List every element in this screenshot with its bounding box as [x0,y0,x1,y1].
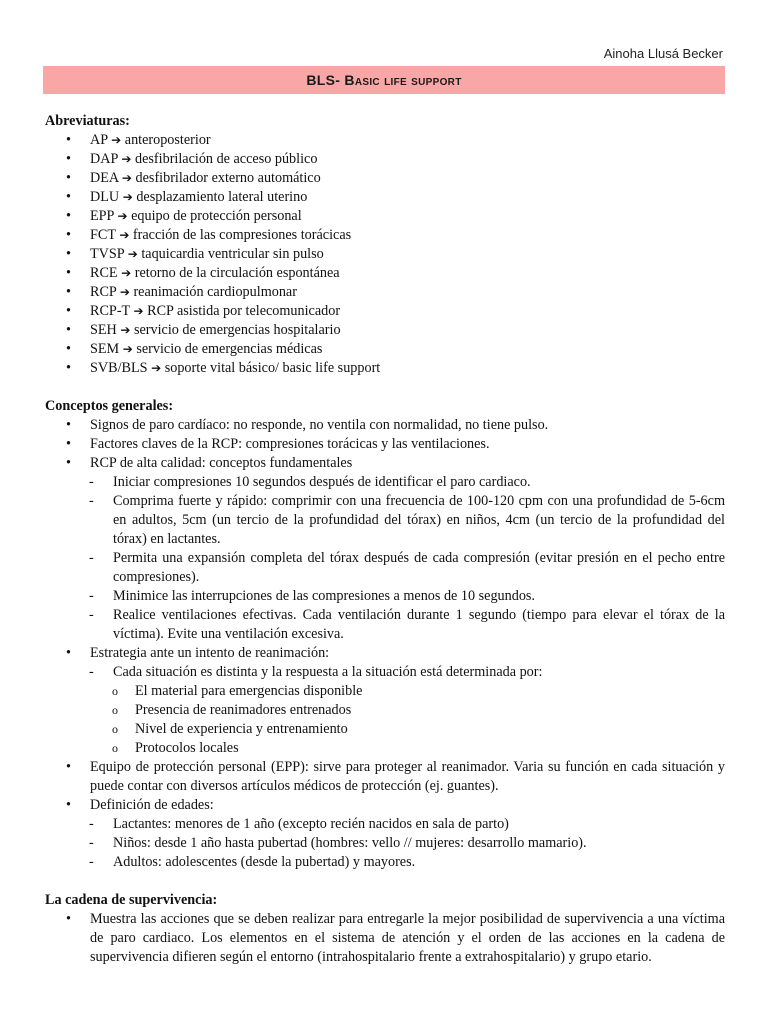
abbr-meaning: desfibrilador externo automático [135,170,321,186]
author-name: Ainoha Llusá Becker [603,46,723,61]
bullet-icon: • [66,189,71,205]
list-item [45,359,725,378]
abbr-meaning: fracción de las compresiones torácicas [132,227,352,243]
dash-icon: - [89,474,94,490]
abbr-code: DAP [90,151,118,167]
list-item [45,815,725,834]
list-item-text: Presencia de reanimadores entrenados [135,702,352,718]
circle-bullet-icon: o [112,703,118,717]
strategy-label: Estrategia ante un intento de reanimación: [90,645,330,661]
abbr-meaning: retorno de la circulación espontánea [134,265,340,281]
bullet-icon: • [66,303,71,319]
bullet-icon: • [66,284,71,300]
bullet-icon: • [66,797,71,813]
abbr-code: TVSP [90,246,125,262]
arrow-right-icon: ➔ [120,323,131,337]
bullet-icon: • [66,208,71,224]
list-item [45,549,725,587]
list-item [45,663,725,758]
list-item-text: Adultos: adolescentes (desde la pubertad) y mayores. [113,854,416,870]
list-item [45,644,725,758]
concepts-heading: Conceptos generales: [45,398,174,414]
list-item [45,701,725,720]
list-item [45,416,725,435]
abbr-meaning: desfibrilación de acceso público [135,151,318,167]
circle-bullet-icon: o [112,722,118,736]
dash-icon: - [89,550,94,566]
arrow-right-icon: ➔ [121,266,132,280]
abbr-code: RCP-T [90,303,130,319]
bullet-icon: • [66,132,71,148]
arrow-right-icon: ➔ [117,209,128,223]
ages-label: Definición de edades: [90,797,214,813]
abbr-meaning: RCP asistida por telecomunicador [147,303,341,319]
bullet-icon: • [66,170,71,186]
abbr-meaning: desplazamiento lateral uterino [136,189,308,205]
concepts-list [45,416,725,872]
list-item [45,853,725,872]
list-item [45,264,725,283]
bullet-icon: • [66,227,71,243]
list-item [45,188,725,207]
list-item-text: Comprima fuerte y rápido: comprimir con una frecuencia de 100-120 cpm con una profundidad de 5-6cm en adultos, 5cm (un tercio de la profundidad del tórax) en niños, 4cm (un tercio de la profundidad del tórax) en lactantes. [113,493,725,547]
arrow-right-icon: ➔ [111,133,122,147]
bullet-icon: • [66,645,71,661]
chain-text: Muestra las acciones que se deben realizar para entregarle la mejor posibilidad de supervivencia a una víctima de paro cardiaco. Los elementos en el sistema de atención y el orden de las acciones en la cadena de supervivencia difieren según el entorno (intrahospitalario frente a extrahospitalario) y grupo etario. [90,911,725,965]
signs-text: Signos de paro cardíaco: no responde, no ventila con normalidad, no tiene pulso. [90,417,549,433]
arrow-right-icon: ➔ [133,304,144,318]
abbr-code: SVB/BLS [90,360,148,376]
abbr-meaning: anteroposterior [124,132,211,148]
high-quality-label: RCP de alta calidad: conceptos fundamentales [90,455,353,471]
abbreviations-heading: Abreviaturas: [45,113,130,129]
abbr-meaning: soporte vital básico/ basic life support [164,360,381,376]
dash-icon: - [89,588,94,604]
abbreviations-list [45,131,725,378]
abbr-code: SEM [90,341,120,357]
bullet-icon: • [66,911,71,927]
circle-bullet-icon: o [112,741,118,755]
list-item-text: Minimice las interrupciones de las compresiones a menos de 10 segundos. [113,588,535,604]
list-item [45,834,725,853]
abbr-code: DLU [90,189,120,205]
list-item [45,454,725,644]
bullet-icon: • [66,265,71,281]
bullet-icon: • [66,759,71,775]
list-item [45,207,725,226]
abbr-code: SEH [90,322,117,338]
dash-icon: - [89,835,94,851]
list-item [45,150,725,169]
list-item-text: Realice ventilaciones efectivas. Cada ventilación durante 1 segundo (tiempo para elevar el tórax de la víctima). Evite una ventilación excesiva. [113,607,725,642]
chain-list [45,910,725,967]
list-item [45,245,725,264]
list-item [45,492,725,549]
arrow-right-icon: ➔ [121,152,132,166]
abbr-code: RCP [90,284,117,300]
bullet-icon: • [66,455,71,471]
list-item [45,720,725,739]
list-item [45,910,725,967]
dash-icon: - [89,816,94,832]
list-item [45,302,725,321]
list-item [45,169,725,188]
dash-icon: - [89,493,94,509]
list-item [45,606,725,644]
list-item [45,131,725,150]
bullet-icon: • [66,360,71,376]
document-body [45,112,725,967]
strategy-sub-text: Cada situación es distinta y la respuesta a la situación está determinada por: [113,664,543,680]
abbr-code: RCE [90,265,118,281]
dash-icon: - [89,854,94,870]
list-item [45,473,725,492]
bullet-icon: • [66,322,71,338]
dash-icon: - [89,664,94,680]
ages-list [45,815,725,872]
abbr-meaning: reanimación cardiopulmonar [133,284,297,300]
abbr-meaning: equipo de protección personal [131,208,302,224]
circle-bullet-icon: o [112,684,118,698]
abbr-code: AP [90,132,108,148]
list-item [45,739,725,758]
list-item [45,682,725,701]
bullet-icon: • [66,341,71,357]
abbr-meaning: servicio de emergencias hospitalario [133,322,341,338]
list-item-text: Iniciar compresiones 10 segundos después de identificar el paro cardiaco. [113,474,531,490]
abbr-meaning: servicio de emergencias médicas [136,341,323,357]
strategy-list [45,663,725,758]
high-quality-list [45,473,725,644]
arrow-right-icon: ➔ [151,361,162,375]
list-item [45,321,725,340]
list-item [45,340,725,359]
bullet-icon: • [66,151,71,167]
list-item [45,587,725,606]
list-item-text: Permita una expansión completa del tórax después de cada compresión (evitar presión en el pecho entre compresiones). [113,550,725,585]
strategy-factors-list [45,682,725,758]
arrow-right-icon: ➔ [122,190,133,204]
list-item-text: Niños: desde 1 año hasta pubertad (hombres: vello // mujeres: desarrollo mamario). [113,835,587,851]
abbr-code: EPP [90,208,114,224]
ppe-text: Equipo de protección personal (EPP): sirve para proteger al reanimador. Varia su función en cada situación y puede contar con diversos artículos médicos de protección (ej. guantes). [90,759,725,794]
list-item-text: Protocolos locales [135,740,239,756]
list-item [45,283,725,302]
title-banner [43,66,725,94]
list-item-text: Lactantes: menores de 1 año (excepto recién nacidos en sala de parto) [113,816,509,832]
dash-icon: - [89,607,94,623]
abbr-code: DEA [90,170,119,186]
arrow-right-icon: ➔ [119,228,130,242]
arrow-right-icon: ➔ [127,247,138,261]
list-item [45,758,725,796]
arrow-right-icon: ➔ [122,342,133,356]
bullet-icon: • [66,246,71,262]
list-item-text: El material para emergencias disponible [135,683,363,699]
chain-heading: La cadena de supervivencia: [45,892,218,908]
abbr-meaning: taquicardia ventricular sin pulso [141,246,324,262]
list-item-text: Nivel de experiencia y entrenamiento [135,721,348,737]
list-item [45,796,725,872]
list-item [45,226,725,245]
list-item [45,435,725,454]
bullet-icon: • [66,417,71,433]
arrow-right-icon: ➔ [119,285,130,299]
abbr-code: FCT [90,227,116,243]
bullet-icon: • [66,436,71,452]
arrow-right-icon: ➔ [121,171,132,185]
document-title: BLS- Basic life support [306,72,462,88]
key-factors-text: Factores claves de la RCP: compresiones torácicas y las ventilaciones. [90,436,490,452]
